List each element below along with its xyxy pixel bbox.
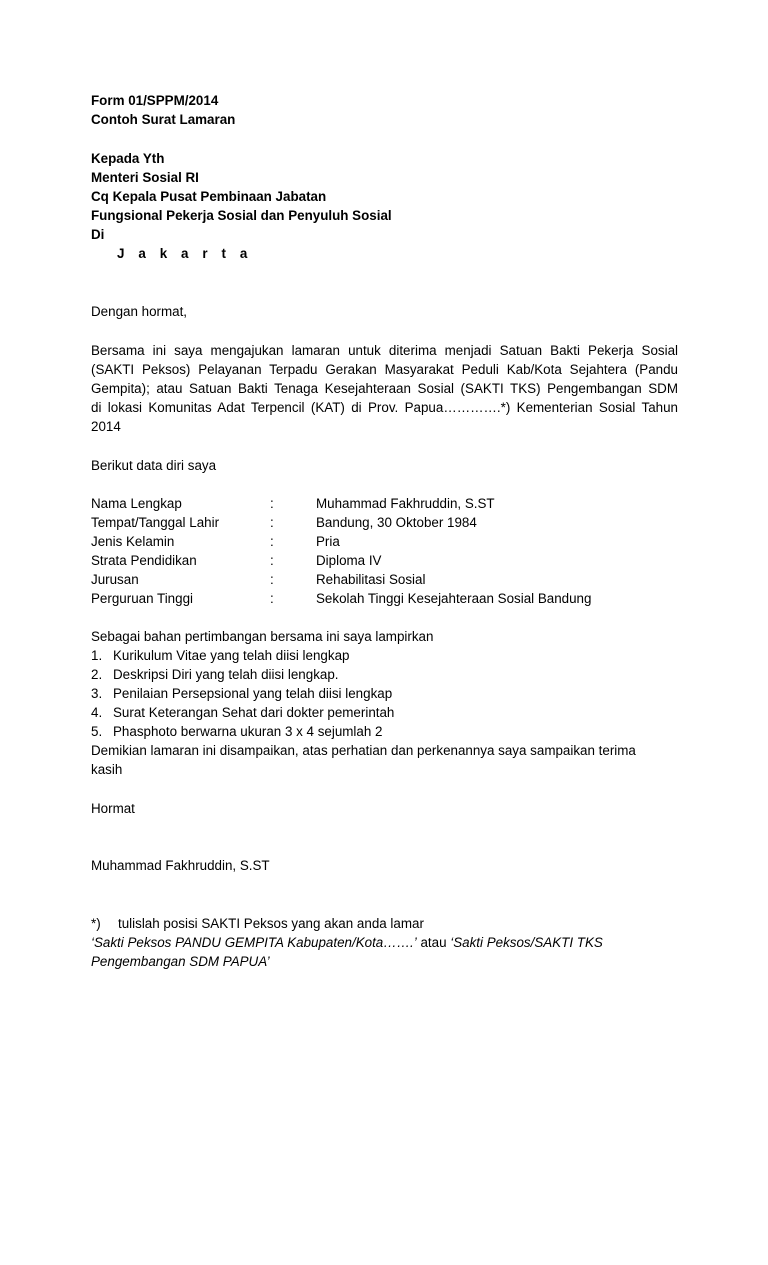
recipient-line-5: Di xyxy=(91,227,105,242)
data-value: Rehabilitasi Sosial xyxy=(316,572,426,587)
list-item xyxy=(91,722,382,741)
data-row xyxy=(91,589,691,608)
recipient-line-2: Menteri Sosial RI xyxy=(91,170,199,185)
data-row xyxy=(91,551,691,570)
footnote-text: tulislah posisi SAKTI Peksos yang akan anda lamar xyxy=(118,916,424,931)
list-item-number: 4. xyxy=(91,705,103,720)
paragraph-line: Bersama ini saya mengajukan lamaran untuk diterima menjadi Satuan Bakti Pekerja Sosial xyxy=(91,343,678,358)
data-separator: : xyxy=(270,553,274,568)
data-separator: : xyxy=(270,515,274,530)
footnote-example-2: ‘Sakti Peksos/SAKTI TKS xyxy=(450,935,603,950)
data-row xyxy=(91,494,691,513)
data-value: Muhammad Fakhruddin, S.ST xyxy=(316,496,495,511)
paragraph-line: Gempita); atau Satuan Bakti Tenaga Kesejahteraan Sosial (SAKTI TKS) Pengembangan SDM xyxy=(91,381,678,396)
attachments-intro: Sebagai bahan pertimbangan bersama ini saya lampirkan xyxy=(91,629,434,644)
paragraph-line: (SAKTI Peksos) Pelayanan Terpadu Gerakan Masyarakat Peduli Kab/Kota Sejahtera (Pandu xyxy=(91,362,678,377)
data-separator: : xyxy=(270,496,274,511)
greeting: Dengan hormat, xyxy=(91,304,188,319)
data-label: Strata Pendidikan xyxy=(91,553,197,568)
data-value: Bandung, 30 Oktober 1984 xyxy=(316,515,477,530)
list-item-text: Penilaian Persepsional yang telah diisi lengkap xyxy=(113,686,393,701)
list-item xyxy=(91,684,392,703)
recipient-line-4: Fungsional Pekerja Sosial dan Penyuluh Sosial xyxy=(91,208,392,223)
list-item-number: 2. xyxy=(91,667,103,682)
data-label: Jurusan xyxy=(91,572,139,587)
footnote-example-1: ‘Sakti Peksos PANDU GEMPITA Kabupaten/Kota…….’ xyxy=(91,935,417,950)
data-label: Tempat/Tanggal Lahir xyxy=(91,515,220,530)
data-row xyxy=(91,570,691,589)
footnote-marker: *) xyxy=(91,916,101,931)
paragraph-line: 2014 xyxy=(91,419,121,434)
list-item-number: 1. xyxy=(91,648,103,663)
data-separator: : xyxy=(270,572,274,587)
list-item-number: 5. xyxy=(91,724,103,739)
list-item xyxy=(91,665,339,684)
list-item-text: Kurikulum Vitae yang telah diisi lengkap xyxy=(113,648,350,663)
salutation: Hormat xyxy=(91,801,135,816)
data-row xyxy=(91,513,691,532)
data-separator: : xyxy=(270,534,274,549)
signature-name: Muhammad Fakhruddin, S.ST xyxy=(91,858,270,873)
recipient-line-3: Cq Kepala Pusat Pembinaan Jabatan xyxy=(91,189,327,204)
footnote-connector: atau xyxy=(420,935,447,950)
data-value: Pria xyxy=(316,534,340,549)
closing-line-2: kasih xyxy=(91,762,123,777)
closing-line-1: Demikian lamaran ini disampaikan, atas perhatian dan perkenannya saya sampaikan terima xyxy=(91,743,636,758)
footnote-example xyxy=(91,933,603,952)
data-value: Sekolah Tinggi Kesejahteraan Sosial Bandung xyxy=(316,591,592,606)
footnote xyxy=(91,914,424,933)
data-separator: : xyxy=(270,591,274,606)
form-code: Form 01/SPPM/2014 xyxy=(91,93,219,108)
footnote-example-3: Pengembangan SDM PAPUA’ xyxy=(91,954,270,969)
data-row xyxy=(91,532,691,551)
list-item xyxy=(91,703,394,722)
data-intro: Berikut data diri saya xyxy=(91,458,217,473)
data-label: Jenis Kelamin xyxy=(91,534,175,549)
list-item-text: Surat Keterangan Sehat dari dokter pemerintah xyxy=(113,705,395,720)
recipient-city: J a k a r t a xyxy=(117,246,253,261)
paragraph-line: di lokasi Komunitas Adat Terpencil (KAT) di Prov. Papua………….*) Kementerian Sosial Tahun xyxy=(91,400,678,415)
list-item-text: Phasphoto berwarna ukuran 3 x 4 sejumlah 2 xyxy=(113,724,383,739)
data-value: Diploma IV xyxy=(316,553,382,568)
list-item xyxy=(91,646,349,665)
list-item-text: Deskripsi Diri yang telah diisi lengkap. xyxy=(113,667,339,682)
data-label: Perguruan Tinggi xyxy=(91,591,193,606)
data-label: Nama Lengkap xyxy=(91,496,182,511)
list-item-number: 3. xyxy=(91,686,103,701)
form-title: Contoh Surat Lamaran xyxy=(91,112,236,127)
recipient-line-1: Kepada Yth xyxy=(91,151,165,166)
